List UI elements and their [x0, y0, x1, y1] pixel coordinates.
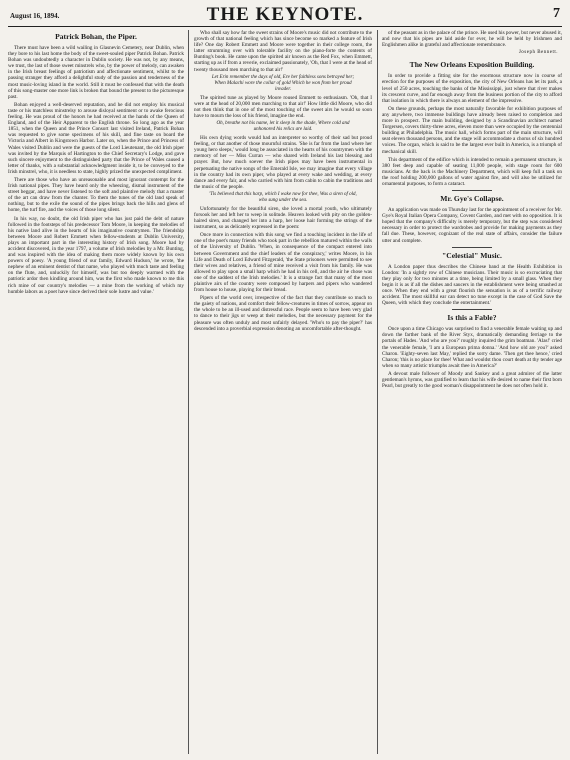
paragraph: An application was made on Thursday last for the appointment of a receiver for Mr. Gye's Royal Italian Opera Company, Covent Garden, and met with no opposition. It is hoped that the company's difficulty is merely temporary, but the step was considered necessary in order to protect the wardrobes and provide for making payments as they fall due. These, however, cognizant of the real state of affairs, consider the failure utter and complete. — [382, 207, 562, 244]
divider — [452, 190, 492, 191]
paragraph: The spirited tune as played by Moore roused Emmett to enthusiasm. 'Oh, that I were at the head of 20,000 men marching to that air!' How little did Moore, who did not then think that in one of the most touching of the sweet airs he would so soon have to mourn the loss of his friend, imagine the end. — [194, 94, 372, 119]
paragraph: There must have been a wild wailing in Glasnevin Cemetery, near Dublin, when they bore to his last home the body of the sweet-souled piper Patrick Bohan. Patrick Bohan was undoubtedly a character in Dublin society. He was not, by any means, we trust, the last of those sweet minstrels who, by the power of melody, can awaken in the Irish breast feelings of patriotism and affectionate sentiment, whilst to the passing stranger they afford a delightful study of the passion and tenderness of the most music-loving island in the world. Still it must be confessed that with the death of this song-master one more link is broken that bound the present to the picturesque past. — [8, 45, 184, 100]
paragraph: A London paper thus describes the Chinese band at the Health Exhibition in London: 'In a sightly row of Chinese musicians. Their music is so excruciating that they play only for two minutes at a time, being limited by a small glass. When they begin it is as if all the dishes and saucers in the establishment were being smashed at once. When they end with a great flourish the sensation is as of a terrific railway accident. The most skillful ear can detect no tune except in the case of God Save the Queen, with which they conclude the entertainment.' — [382, 263, 562, 307]
column-2 — [194, 30, 372, 756]
column-rule-2 — [377, 30, 378, 754]
newspaper-title: THE KEYNOTE. — [206, 4, 364, 25]
divider — [452, 247, 492, 248]
article-title-fable: Is this a Fable? — [447, 313, 497, 323]
column-3 — [382, 30, 562, 756]
page-number: 7 — [553, 6, 560, 21]
verse: Let Erin remember the days of old, Ere her faithless sons betrayed her; When Malachi wore the collar of gold Which he won from her proud invader. — [211, 74, 355, 92]
masthead — [8, 4, 562, 27]
paragraph: In order to provide a fitting site for the enormous structure now in course of erection for the purposes of the exposition, the city of New Orleans has let its park, a level of 250 acres, touching the banks of the Mississippi, just where that river makes its crescent curve, and far enough away from the business portion of the city to afford that isolation in which there is always an element of the impressive. — [382, 73, 562, 104]
column-rule-1 — [188, 30, 189, 754]
paragraph: In his way, no doubt, the old Irish piper who has just paid the debt of nature followed in the footsteps of his predecessor Tom Moore, in keeping the melodies of his native land alive in the hearts of his imaginative countrymen. The friendship between Moore and Robert Emmett when fellow-students at Dublin University, plays an important part in the interesting history of Irish song. Moore had by accident discovered, in the year 1797, a volume of Irish melodies by a Mr. Bunting, and was inspired with the idea of making them more widely known by his own powers of poesy. 'A young friend of our family, Edward Hudson,' he wrote, 'the nephew of an eminent dentist of that name, who played with much taste and feeling on the flute, and, unluckily for himself, was but too deeply warmed with the patriotic ardor then kindling around him, was the first who made known to me this rich mine of our country's melodies — a mine from the working of which my humble labors as a poet have since derived their sole lustre and value.' — [8, 215, 184, 295]
paragraph: There are those who have an unreasonable and most ignorant contempt for the Irish national pipes. They have heard only the wheezing, dismal instrument of the street beggar, and have never listened to the soft and plaintive melody that a master of the art can draw from the chanter. To them the tunes of the old land speak of nothing, but to the exile the sound of the pipes brings back the hills and glens of home, the turf fire, and the voices of those long silent. — [8, 176, 184, 214]
column-1 — [8, 30, 184, 756]
paragraph: This department of the edifice which is intended to remain a permanent structure, is 380 feet deep and capable of seating 11,000 people, with stage room for 600 musicians. At the back is the Machinery Department, which will keep full a tank on the roof holding 200,000 gallons of water against fire, and will also be utilized for ornamental purposes, to form a cataract. — [382, 156, 562, 187]
article-title-celestial: "Celestial" Music. — [442, 250, 502, 260]
author-signature: Joseph Bennett. — [518, 50, 558, 56]
paragraph: A devout male follower of Moody and Sankey and a great admirer of the latter gentleman's hymns, was gratified to learn that his wife desired to name their first born Pearl, but greatly to the good woman's disappointment he does not often hold it. — [382, 370, 562, 390]
paragraph: Bohan enjoyed a well-deserved reputation, and he did not employ his musical taste or his matchless minstrelsy to arouse disloyal sentiment or to awake ferocious feeling. He was proud of the honors he had received at the hands of the Queen of England, and of the Heir Apparent to the English throne. So long ago as the year 1851, when the Queen and the Prince Consort last visited Ireland, Patrick Bohan was requested to give some specimens of his skill, and fine taste on board the Victoria and Albert in Kingstown Harbor. Later on, when the Prince and Princess of Wales visited Dublin and were the guests of the Lord Lieutenant, the old Irish piper was invited by the Marquis of Hartington to the Chief Secretary's Lodge, and gave such sincere enjoyment to the distinguished party that the Prince of Wales caused a letter of thanks, with a substantial acknowledgment inside it, to be conveyed to the Irish minstrel, who, it is needless to state, highly prized the unexpected compliment. — [8, 101, 184, 175]
paragraph: His own dying words would had an interpreter so worthy of their sad but proud feeling, or that another of those mournful strains. 'She is far from the land where her young hero sleeps,' would long be associated in the hearts of his countrymen with the memory of her — Miss Curran — who shared with Ireland his last blessing and prayer. But, how much soever the Irish pipes may have been instrumental in perpetuating the native songs of the Emerald Isle, we may imagine that every village in the country had its own piper, who played at every wake and wedding, at every dance and every fair, and who carried with him from cabin to cabin the traditions and the music of the people. — [194, 135, 372, 190]
article-title-exposition: The New Orleans Exposition Building. — [409, 60, 535, 70]
paragraph: Pipers of the world over, irrespective of the fact that they contribute so much to the gaiety of nations, and comfort their fellow-creatures in times of sorrow, appear on the whole to be an ill-used and distressful race. People seem to have been very glad to dance to their jigs or weep at their melodies, but the necessary payment for the pleasure was often unduly and most unfairly delayed. 'Who's to pay the piper?' has descended into a proverbial expression denoting an uncomfortable after-thought. — [194, 295, 372, 332]
paragraph: Unfortunately for the beautiful siren, she loved a mortal youth, who ultimately forsook her and left her to weep in solitude. Heaven looked with pity on the golden-haired siren, and changed her into a harp, her loose hair forming the strings of the instrument, so as delicately expressed in the poem: — [194, 205, 372, 231]
issue-date: August 16, 1894. — [10, 12, 60, 20]
paragraph: On these grounds, perhaps the most naturally favorable for exhibition purposes of any anywhere, two immense buildings have already been raised to completion and more in prospect. The main building, designed by a Scandinavian architect named Torgersen, covers thirty-three acres, eleven more than were occupied by the centennial building at Philadelphia. The music hall, which forms part of the main structure, will seat eleven thousand persons, and the stage will accommodate a chorus of six hundred voices. The organ, which is said to be the largest ever built in America, is a triumph of mechanical skill. — [382, 105, 562, 155]
article-title-gye: Mr. Gye's Collapse. — [440, 194, 504, 204]
paragraph: Who shall say how far the sweet strains of Moore's music did not contribute to the growth of that national feeling which has since become so marked a feature of Irish life? One day Robert Emmett and Moore were together in their college room, the latter strumming over with tolerable facility on the piano-forte the contents of Bunting's book. He came upon the spirited air known as the Red Fox, when Emmett, starting up as if from a reverie, exclaimed passionately, 'Oh, that I were at the head of twenty thousand men marching to that air!' — [194, 30, 372, 73]
paragraph: Once upon a time Chicago was surprised to find a venerable female waiting up and down the farther bank of the River Styx, dramatically demanding ferriage to the portals of Hades. 'And who are you?' roughly inquired the grim boatman. 'Alas!' cried the venerable female, 'I am a European prima donna.' 'And how old are you?' asked Charon. 'Eighty-seven last May,' replied the sorry dame. 'Then get thee hence,' cried Charon; 'this is no place for thee! What and wouldst thou court death at thy tender age when so many artistic triumphs await thee in America?' — [382, 326, 562, 369]
divider — [452, 309, 492, 310]
article-title-bohan: Patrick Bohan, the Piper. — [55, 32, 137, 41]
paragraph: of the peasant as in the palace of the prince. He used his power, but never abused it, and now that his pipes are laid aside for ever, he will be held by Irishmen and Englishmen alike in grateful and affectionate remembrance. — [382, 30, 562, 49]
paragraph: Once more in connection with this song we find a touching incident in the life of one of the poet's many friends who took part in the rebellion matured within the walls of the University of Dublin. 'When, in consequence of the compact entered into between Government and the chief leaders of the conspiracy,' writes Moore, in his Life and Death of Lord Edward Fitzgerald, 'the State prisoners were permitted to see their wives and relatives, a friend of mine received a visit from his family. He was allowed to play upon a small harp which he had in his cell, and the air he chose was one of the saddest of the Irish melodies.' It is a strange fact that many of the most plaintive airs of the country were composed by harpers and pipers who wandered from house to house, playing for their bread. — [194, 232, 372, 294]
verse: 'Tis believed that this harp, which I wake now for thee, Was a siren of old, who sung under the sea. — [209, 191, 357, 203]
verse: Oh, breathe not his name, let it sleep in the shade, Where cold and unhonored his relics are laid. — [216, 121, 350, 133]
